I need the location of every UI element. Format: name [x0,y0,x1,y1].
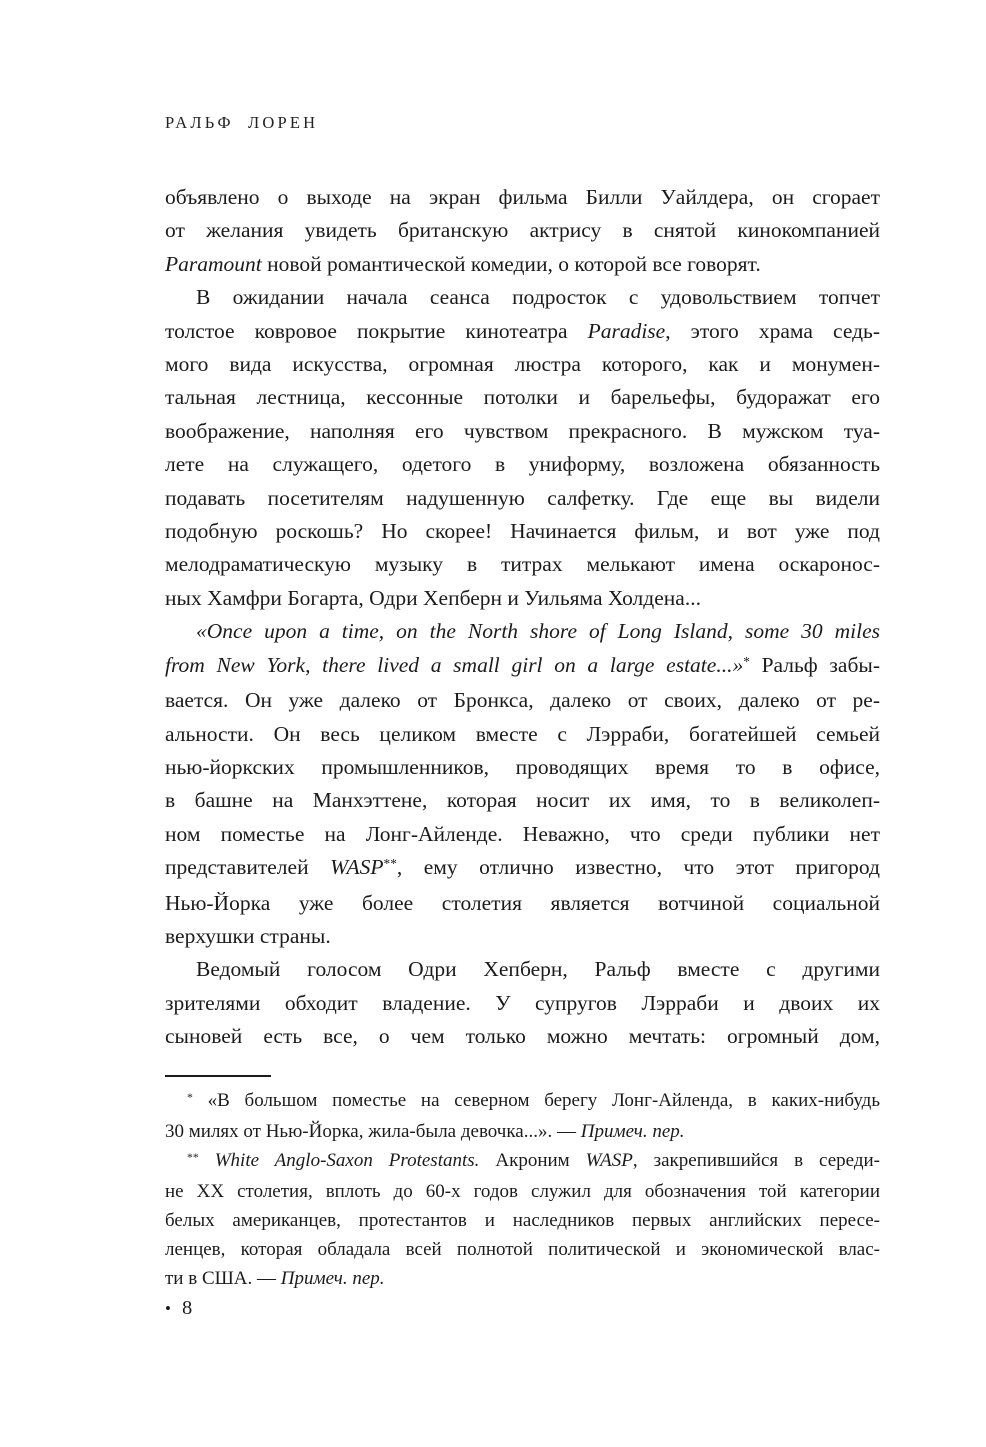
text-segment: белых американцев, протестантов и наследников первых английских пересе- [165,1210,880,1231]
text-segment: Ведомый голосом Одри Хепберн, Ральф вместе с другими [196,957,880,982]
text-line [165,515,880,548]
text-line [165,448,880,481]
footnote-line [165,1146,880,1177]
text-line [165,684,880,717]
text-segment: Акроним [479,1150,586,1171]
text-segment: В ожидании начала сеанса подросток с удовольствием топчет [196,285,880,310]
footnote-line [165,1235,880,1264]
text-segment: объявлено о выходе на экран фильма Билли Уайлдера, он сгорает [165,185,880,209]
text-line [165,953,880,986]
text-segment: Paramount [165,251,262,276]
text-segment: ** [383,856,397,872]
text-line [165,920,880,953]
text-line [165,818,880,851]
text-line [165,718,880,751]
text-segment: подобную роскошь? Но скорее! Начинается фильм, и вот уже под [165,519,880,544]
running-header: РАЛЬФ ЛОРЕН [165,113,319,132]
text-line [165,181,880,214]
text-segment: WASP [585,1150,633,1171]
text-segment: сыновей есть все, о чем только можно мечтать: огромный дом, [165,1024,880,1049]
paragraph [165,953,880,1053]
text-segment: White Anglo-Saxon Protestants. [214,1150,480,1171]
text-segment: мелодраматическую музыку в титрах мелькают имена оскаронос- [165,552,880,577]
text-line [165,987,880,1020]
text-segment: * [187,1090,193,1104]
text-segment: ных Хамфри Богарта, Одри Хепберн и Уильяма Холдена... [165,585,701,610]
text-line [165,482,880,515]
text-line [165,281,880,314]
text-segment: Нью-Йорка уже более столетия является вотчиной социальной [165,890,880,915]
text-segment: лете на служащего, одетого в униформу, возложена обязанность [165,452,880,477]
page-footer [165,1297,192,1320]
text-segment: мого вида искусства, огромная люстра которого, как и монумен- [165,352,880,377]
bullet-icon: • [165,1299,171,1318]
text-segment: * [743,653,750,669]
text-segment: подавать посетителям надушенную салфетку. Где еще вы видели [165,485,880,510]
text-line [165,582,880,615]
text-segment: Paradise [587,318,666,343]
footnote-line [165,1206,880,1235]
footnote [165,1146,880,1293]
text-segment: , закрепившийся в середи- [632,1150,880,1171]
text-line [165,751,880,784]
text-segment: ленцев, которая обладала всей полнотой политической и экономической влас- [165,1239,880,1260]
text-line [165,348,880,381]
text-segment: Ральф забы- [749,652,881,677]
text-segment: «Once upon a time, on the North shore of Long Island, some 30 miles [196,619,880,644]
text-segment: Примеч. пер. [280,1268,385,1289]
text-line [165,548,880,581]
text-line [165,887,880,920]
text-line [165,415,880,448]
footnotes [165,1086,880,1293]
text-line [165,315,880,348]
footnote-line [165,1264,880,1293]
paragraph [165,181,880,281]
text-segment: новой романтической комедии, о которой все говорят. [261,251,761,276]
text-segment: , этого храма седь- [665,318,880,343]
text-segment: воображение, наполняя его чувством прекрасного. В мужском туа- [165,418,880,443]
paragraph [165,615,880,953]
page-number: 8 [181,1297,193,1319]
text-segment: от желания увидеть британскую актрису в снятой кинокомпанией [165,218,880,243]
text-line [165,851,880,886]
text-line [165,784,880,817]
text-line [165,381,880,414]
text-segment: 30 милях от Нью-Йорка, жила-была девочка...». — [165,1121,581,1142]
text-segment: Примеч. пер. [580,1121,685,1142]
footnote-line [165,1086,880,1117]
text-segment: представителей [165,855,331,880]
text-segment: ** [187,1150,199,1164]
text-line [165,615,880,648]
text-segment: верхушки страны. [165,923,331,948]
text-segment: в башне на Манхэттене, которая носит их имя, то в великолеп- [165,788,880,813]
text-segment: альности. Он весь целиком вместе с Лэрраби, богатейшей семьей [165,721,880,746]
text-segment: , ему отлично известно, что этот пригород [396,855,880,880]
text-segment: from New York, there lived a small girl on a large estate...» [165,652,744,677]
text-line [165,649,880,684]
text-line [165,248,880,281]
text-segment: ти в США. — [165,1268,281,1289]
text-segment: нью-йоркских промышленников, проводящих время то в офисе, [165,754,880,779]
body-text [165,181,880,1054]
text-segment: «В большом поместье на северном берегу Лонг-Айленда, в каких-нибудь [192,1090,880,1111]
text-segment: не XX столетия, вплоть до 60-х годов служил для обозначения той категории [165,1181,880,1202]
footnote [165,1086,880,1146]
text-segment: тальная лестница, кессонные потолки и барельефы, будоражат его [165,385,880,410]
text-segment: ном поместье на Лонг-Айленде. Неважно, что среди публики нет [165,821,880,846]
text-segment: вается. Он уже далеко от Бронкса, далеко от своих, далеко от ре- [165,688,880,713]
footnote-line [165,1117,880,1146]
text-line [165,214,880,247]
text-segment: зрителями обходит владение. У супругов Лэрраби и двоих их [165,990,880,1015]
footnote-rule [165,1075,271,1077]
footnote-line [165,1177,880,1206]
text-line [165,1020,880,1053]
text-segment [199,1150,215,1171]
text-segment: толстое ковровое покрытие кинотеатра [165,318,588,343]
paragraph [165,281,880,615]
text-segment: WASP [330,855,384,880]
